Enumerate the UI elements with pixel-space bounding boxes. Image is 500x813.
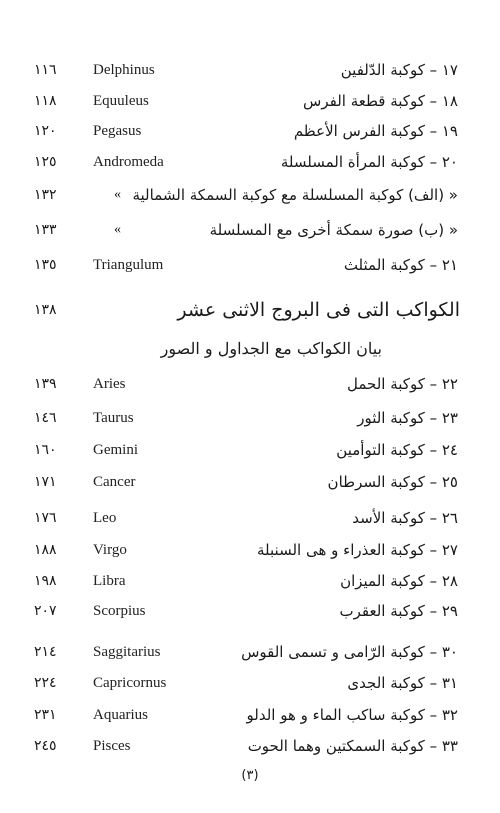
toc-entry [0, 640, 500, 664]
toc-entry [0, 470, 500, 494]
page-number: ١٤٦ [34, 410, 57, 426]
toc-entry [0, 253, 500, 277]
section-heading [0, 293, 500, 327]
arabic-title: « (الف) كوكبة المسلسلة مع كوكبة السمكة الشمالية [132, 186, 458, 204]
latin-name: Leo [93, 510, 117, 526]
latin-name: Pegasus [93, 123, 142, 139]
arabic-title: ٢٦ – كوكبة الأسد [352, 509, 458, 527]
page-number: ١٣٨ [34, 302, 57, 318]
latin-name: Andromeda [93, 154, 164, 170]
page-number: ١٦٠ [34, 442, 57, 458]
arabic-title: ٣٢ – كوكبة ساكب الماء و هو الدلو [246, 706, 458, 724]
arabic-title: ٢٠ – كوكبة المرأة المسلسلة [280, 153, 458, 171]
page-number: ١٣٩ [34, 376, 57, 392]
toc-entry [0, 58, 500, 82]
page-number: ١٣٥ [34, 257, 57, 273]
latin-name: Cancer [93, 474, 136, 490]
toc-entry [0, 506, 500, 530]
page-number: ١٢٠ [34, 123, 57, 139]
arabic-title: ١٩ – كوكبة الفرس الأعظم [293, 122, 458, 140]
toc-entry [0, 218, 500, 242]
page-number: ١٢٥ [34, 154, 57, 170]
ditto-mark: « [114, 187, 121, 202]
toc-entry [0, 671, 500, 695]
page-number: ٢٠٧ [34, 603, 57, 619]
page-number: ١١٨ [34, 93, 57, 109]
page-number: ١٧١ [34, 474, 57, 490]
arabic-title: ٢٩ – كوكبة العقرب [339, 602, 458, 620]
toc-entry [0, 599, 500, 623]
latin-name: Saggitarius [93, 644, 161, 660]
arabic-title: ٢٣ – كوكبة الثور [357, 409, 458, 427]
page-number: ٢١٤ [34, 644, 57, 660]
toc-entry [0, 569, 500, 593]
arabic-title: ٢٥ – كوكبة السرطان [327, 473, 458, 491]
page-number: ١٩٨ [34, 573, 57, 589]
toc-entry [0, 119, 500, 143]
page-footer-number: (٣) [241, 768, 259, 783]
toc-entry [0, 538, 500, 562]
section-subheading: بيان الكواكب مع الجداول و الصور [160, 339, 382, 358]
page-number: ١٧٦ [34, 510, 57, 526]
latin-name: Equuleus [93, 93, 149, 109]
toc-entry [0, 372, 500, 396]
arabic-title: ٣١ – كوكبة الجدى [347, 674, 458, 692]
latin-name: Aquarius [93, 707, 148, 723]
arabic-title: ٢٨ – كوكبة الميزان [340, 572, 458, 590]
toc-entry [0, 734, 500, 758]
latin-name: Capricornus [93, 675, 167, 691]
ditto-mark: « [114, 222, 121, 237]
latin-name: Delphinus [93, 62, 155, 78]
section-title: الكواكب التى فى البروج الاثنى عشر [177, 299, 460, 321]
latin-name: Libra [93, 573, 126, 589]
arabic-title: « (ب) صورة سمكة أخرى مع المسلسلة [209, 221, 458, 239]
toc-entry [0, 703, 500, 727]
latin-name: Gemini [93, 442, 138, 458]
latin-name: Virgo [93, 542, 127, 558]
toc-entry [0, 89, 500, 113]
page-number: ١٣٣ [34, 222, 57, 238]
arabic-title: ٣٠ – كوكبة الرّامى و تسمى القوس [241, 643, 458, 661]
arabic-title: ٢٧ – كوكبة العذراء و هى السنبلة [257, 541, 458, 559]
page-number: ١٨٨ [34, 542, 57, 558]
arabic-title: ٣٣ – كوكبة السمكتين وهما الحوت [247, 737, 458, 755]
toc-entry [0, 183, 500, 207]
arabic-title: ١٨ – كوكبة قطعة الفرس [303, 92, 458, 110]
arabic-title: ٢٤ – كوكبة التوأمين [336, 441, 458, 459]
page-number: ٢٤٥ [34, 738, 57, 754]
arabic-title: ٢٢ – كوكبة الحمل [347, 375, 458, 393]
page-number: ٢٢٤ [34, 675, 57, 691]
toc-entry [0, 150, 500, 174]
arabic-title: ٢١ – كوكبة المثلث [343, 256, 458, 274]
page-number: ١١٦ [34, 62, 57, 78]
toc-entry [0, 438, 500, 462]
arabic-title: ١٧ – كوكبة الدّلفين [340, 61, 458, 79]
latin-name: Aries [93, 376, 126, 392]
page-number: ٢٣١ [34, 707, 57, 723]
latin-name: Scorpius [93, 603, 146, 619]
latin-name: Triangulum [93, 257, 164, 273]
page-number: ١٣٢ [34, 187, 57, 203]
toc-entry [0, 406, 500, 430]
latin-name: Pisces [93, 738, 131, 754]
latin-name: Taurus [93, 410, 134, 426]
